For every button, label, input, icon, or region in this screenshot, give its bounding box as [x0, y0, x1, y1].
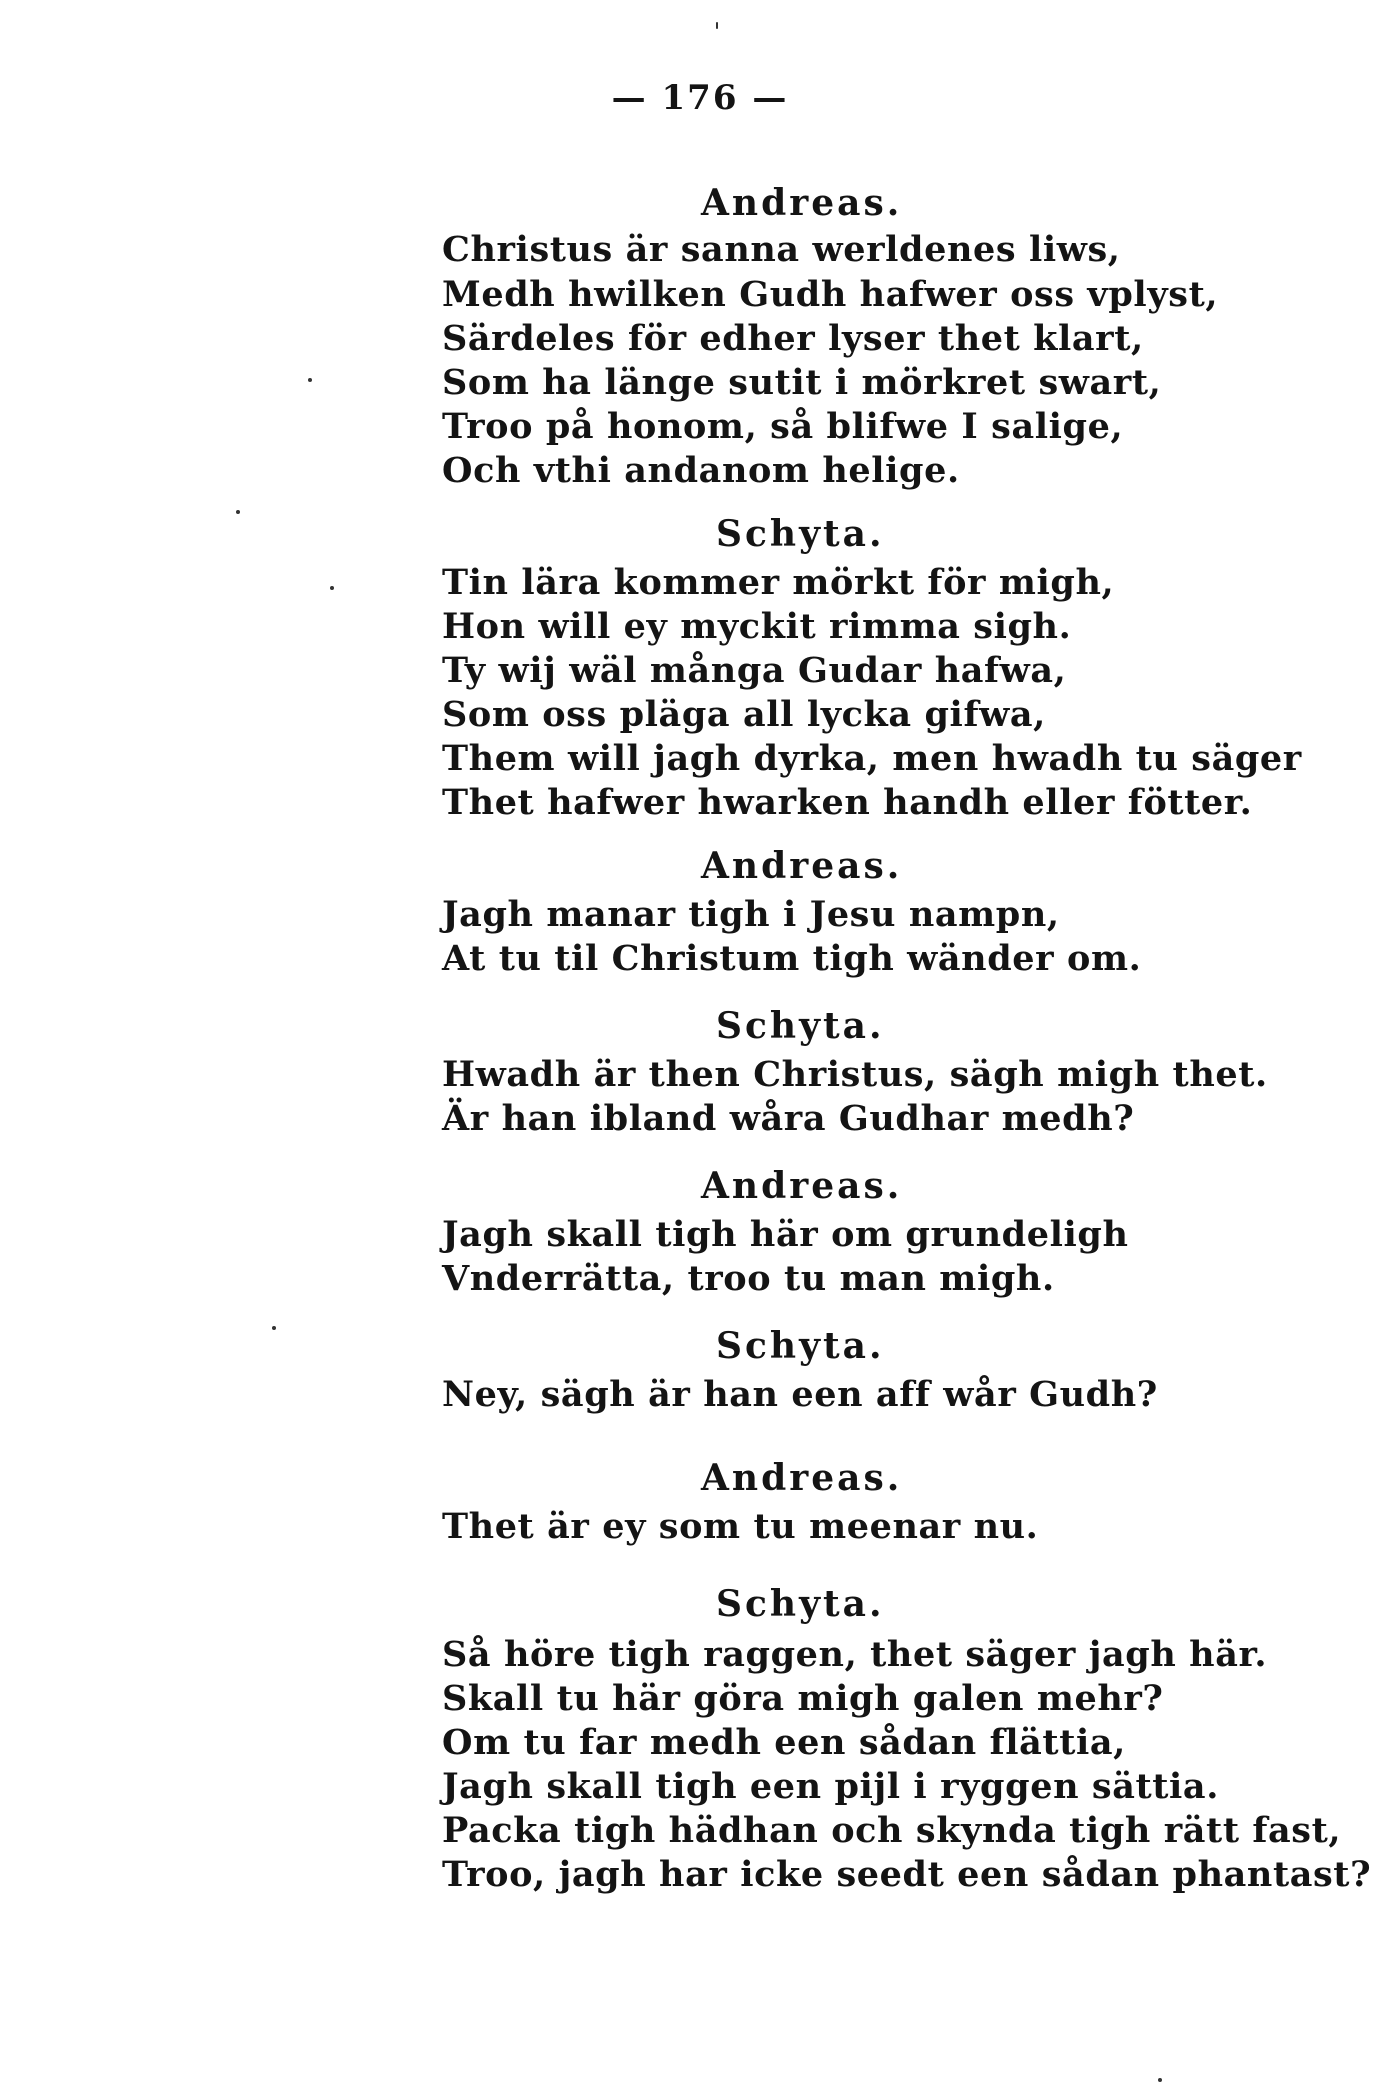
- speaker-heading: Andreas.: [701, 845, 903, 887]
- verse-line: Särdeles för edher lyser thet klart,: [442, 318, 1144, 359]
- print-speck: [330, 586, 334, 590]
- page-number: — 176 —: [611, 78, 789, 118]
- verse-line: Hon will ey myckit rimma sigh.: [442, 606, 1072, 647]
- verse-line: Så höre tigh raggen, thet säger jagh här.: [442, 1634, 1268, 1675]
- verse-line: Ney, sägh är han een aff wår Gudh?: [442, 1374, 1158, 1415]
- verse-line: Ty wij wäl många Gudar hafwa,: [442, 650, 1067, 691]
- verse-line: Skall tu här göra migh galen mehr?: [442, 1678, 1164, 1719]
- speaker-heading: Schyta.: [716, 1005, 885, 1047]
- speaker-heading: Andreas.: [701, 1165, 903, 1207]
- verse-line: Och vthi andanom helige.: [442, 450, 960, 491]
- speaker-heading: Schyta.: [716, 1583, 885, 1625]
- speaker-heading: Schyta.: [716, 513, 885, 555]
- verse-line: Thet är ey som tu meenar nu.: [442, 1506, 1039, 1547]
- verse-line: At tu til Christum tigh wänder om.: [442, 938, 1142, 979]
- print-speck: [1158, 2078, 1162, 2082]
- print-speck: [308, 378, 312, 382]
- verse-line: Är han ibland wåra Gudhar medh?: [442, 1098, 1135, 1139]
- verse-line: Troo på honom, så blifwe I salige,: [442, 406, 1124, 447]
- verse-line: Som ha länge sutit i mörkret swart,: [442, 362, 1162, 403]
- verse-line: Vnderrätta, troo tu man migh.: [442, 1258, 1055, 1299]
- verse-line: Tin lära kommer mörkt för migh,: [442, 562, 1115, 603]
- print-speck: [236, 510, 240, 514]
- print-speck: [272, 1326, 276, 1330]
- verse-line: Packa tigh hädhan och skynda tigh rätt fast,: [442, 1810, 1342, 1851]
- verse-line: Medh hwilken Gudh hafwer oss vplyst,: [442, 274, 1219, 315]
- verse-line: Jagh manar tigh i Jesu nampn,: [442, 894, 1060, 935]
- verse-line: Hwadh är then Christus, sägh migh thet.: [442, 1054, 1268, 1095]
- print-speck: [716, 22, 718, 29]
- verse-line: Thet hafwer hwarken handh eller fötter.: [442, 782, 1253, 823]
- speaker-heading: Schyta.: [716, 1325, 885, 1367]
- verse-line: Om tu far medh een sådan flättia,: [442, 1722, 1126, 1763]
- verse-line: Som oss pläga all lycka gifwa,: [442, 694, 1046, 735]
- speaker-heading: Andreas.: [701, 182, 903, 224]
- verse-line: Jagh skall tigh een pijl i ryggen sättia.: [442, 1766, 1219, 1807]
- verse-line: Troo, jagh har icke seedt een sådan phantast?: [442, 1854, 1372, 1895]
- speaker-heading: Andreas.: [701, 1457, 903, 1499]
- verse-line: Christus är sanna werldenes liws,: [442, 229, 1121, 270]
- verse-line: Them will jagh dyrka, men hwadh tu säger: [442, 738, 1302, 779]
- verse-line: Jagh skall tigh här om grundeligh: [442, 1214, 1129, 1255]
